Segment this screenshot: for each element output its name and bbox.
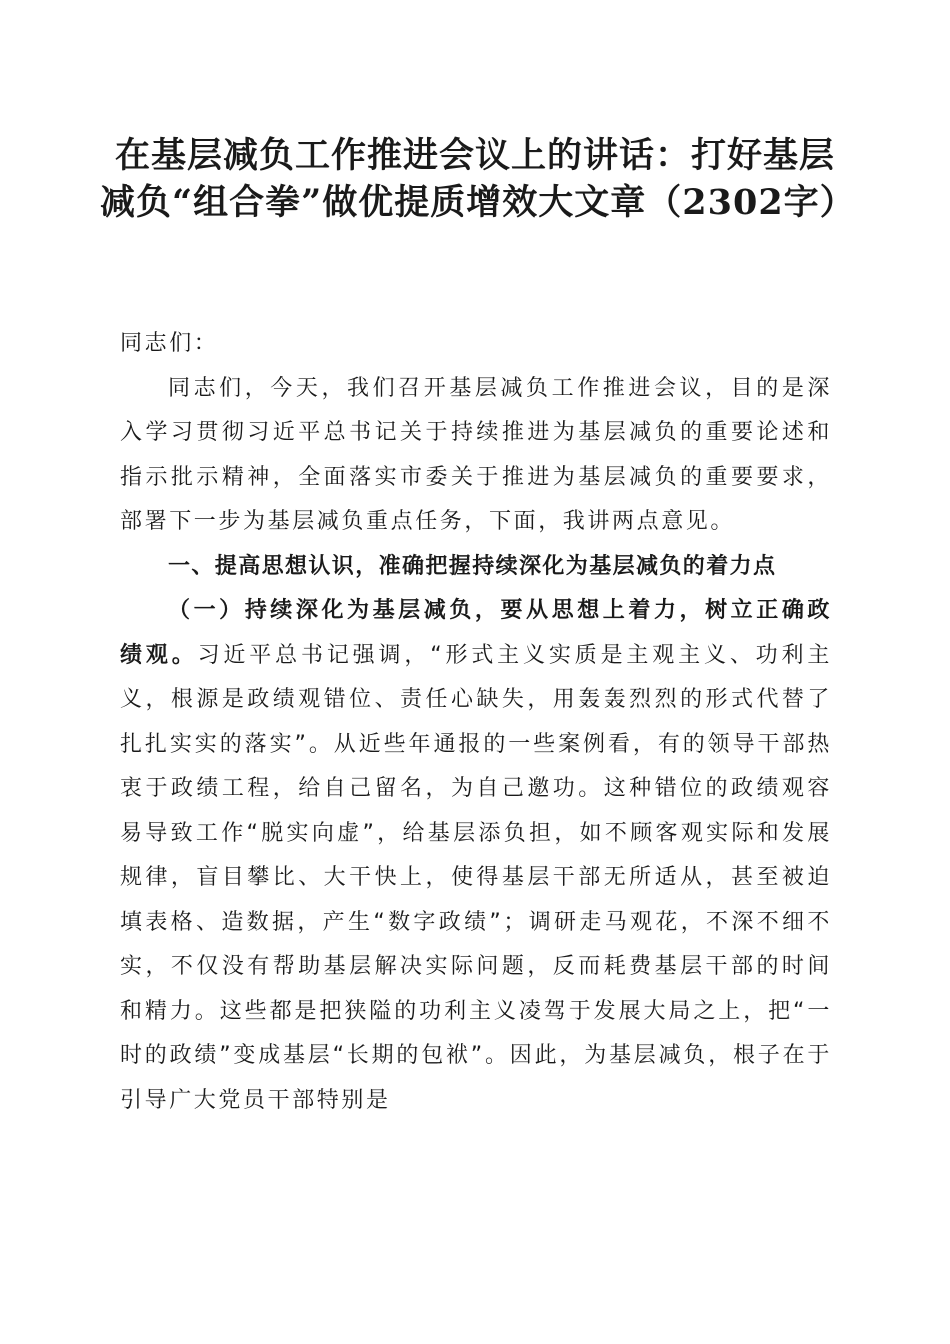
subsection-body: 习近平总书记强调，“形式主义实质是主观主义、功利主义，根源是政绩观错位、责任心缺失，用轰轰烈烈的形式代替了扎扎实实的落实”。从近些年通报的一些案例看，有的领导干部热衷于政绩工程，给自己留名，为自己邀功。这种错位的政绩观容易导致工作“脱实向虚”，给基层添负担，如不顾客观实际和发展规律，盲目攀比、大干快上，使得基层干部无所适从，甚至被迫填表格、造数据，产生“数字政绩”；调研走马观花，不深不细不实，不仅没有帮助基层解决实际问题，反而耗费基层干部的时间和精力。这些都是把狭隘的功利主义凌驾于发展大局之上，把“一时的政绩”变成基层“长期的包袱”。因此，为基层减负，根子在于引导广大党员干部特别是 bbox=[120, 642, 832, 1113]
document-body bbox=[120, 322, 832, 1123]
subsection-lead: （一）持续深化为基层减负，要从思想上着力，树立正确政绩观。 bbox=[120, 598, 832, 668]
document-title: 在基层减负工作推进会议上的讲话：打好基层减负“组合拳”做优提质增效大文章（2302字） bbox=[100, 135, 856, 223]
subsection-paragraph bbox=[120, 589, 832, 1123]
salutation: 同志们： bbox=[120, 331, 219, 356]
section-heading: 一、提高思想认识，准确把握持续深化为基层减负的着力点 bbox=[168, 553, 777, 579]
intro-paragraph: 同志们，今天，我们召开基层减负工作推进会议，目的是深入学习贯彻习近平总书记关于持续推进为基层减负的重要论述和指示批示精神，全面落实市委关于推进为基层减负的重要要求，部署下一步为基层减负重点任务，下面，我讲两点意见。 bbox=[120, 375, 832, 534]
